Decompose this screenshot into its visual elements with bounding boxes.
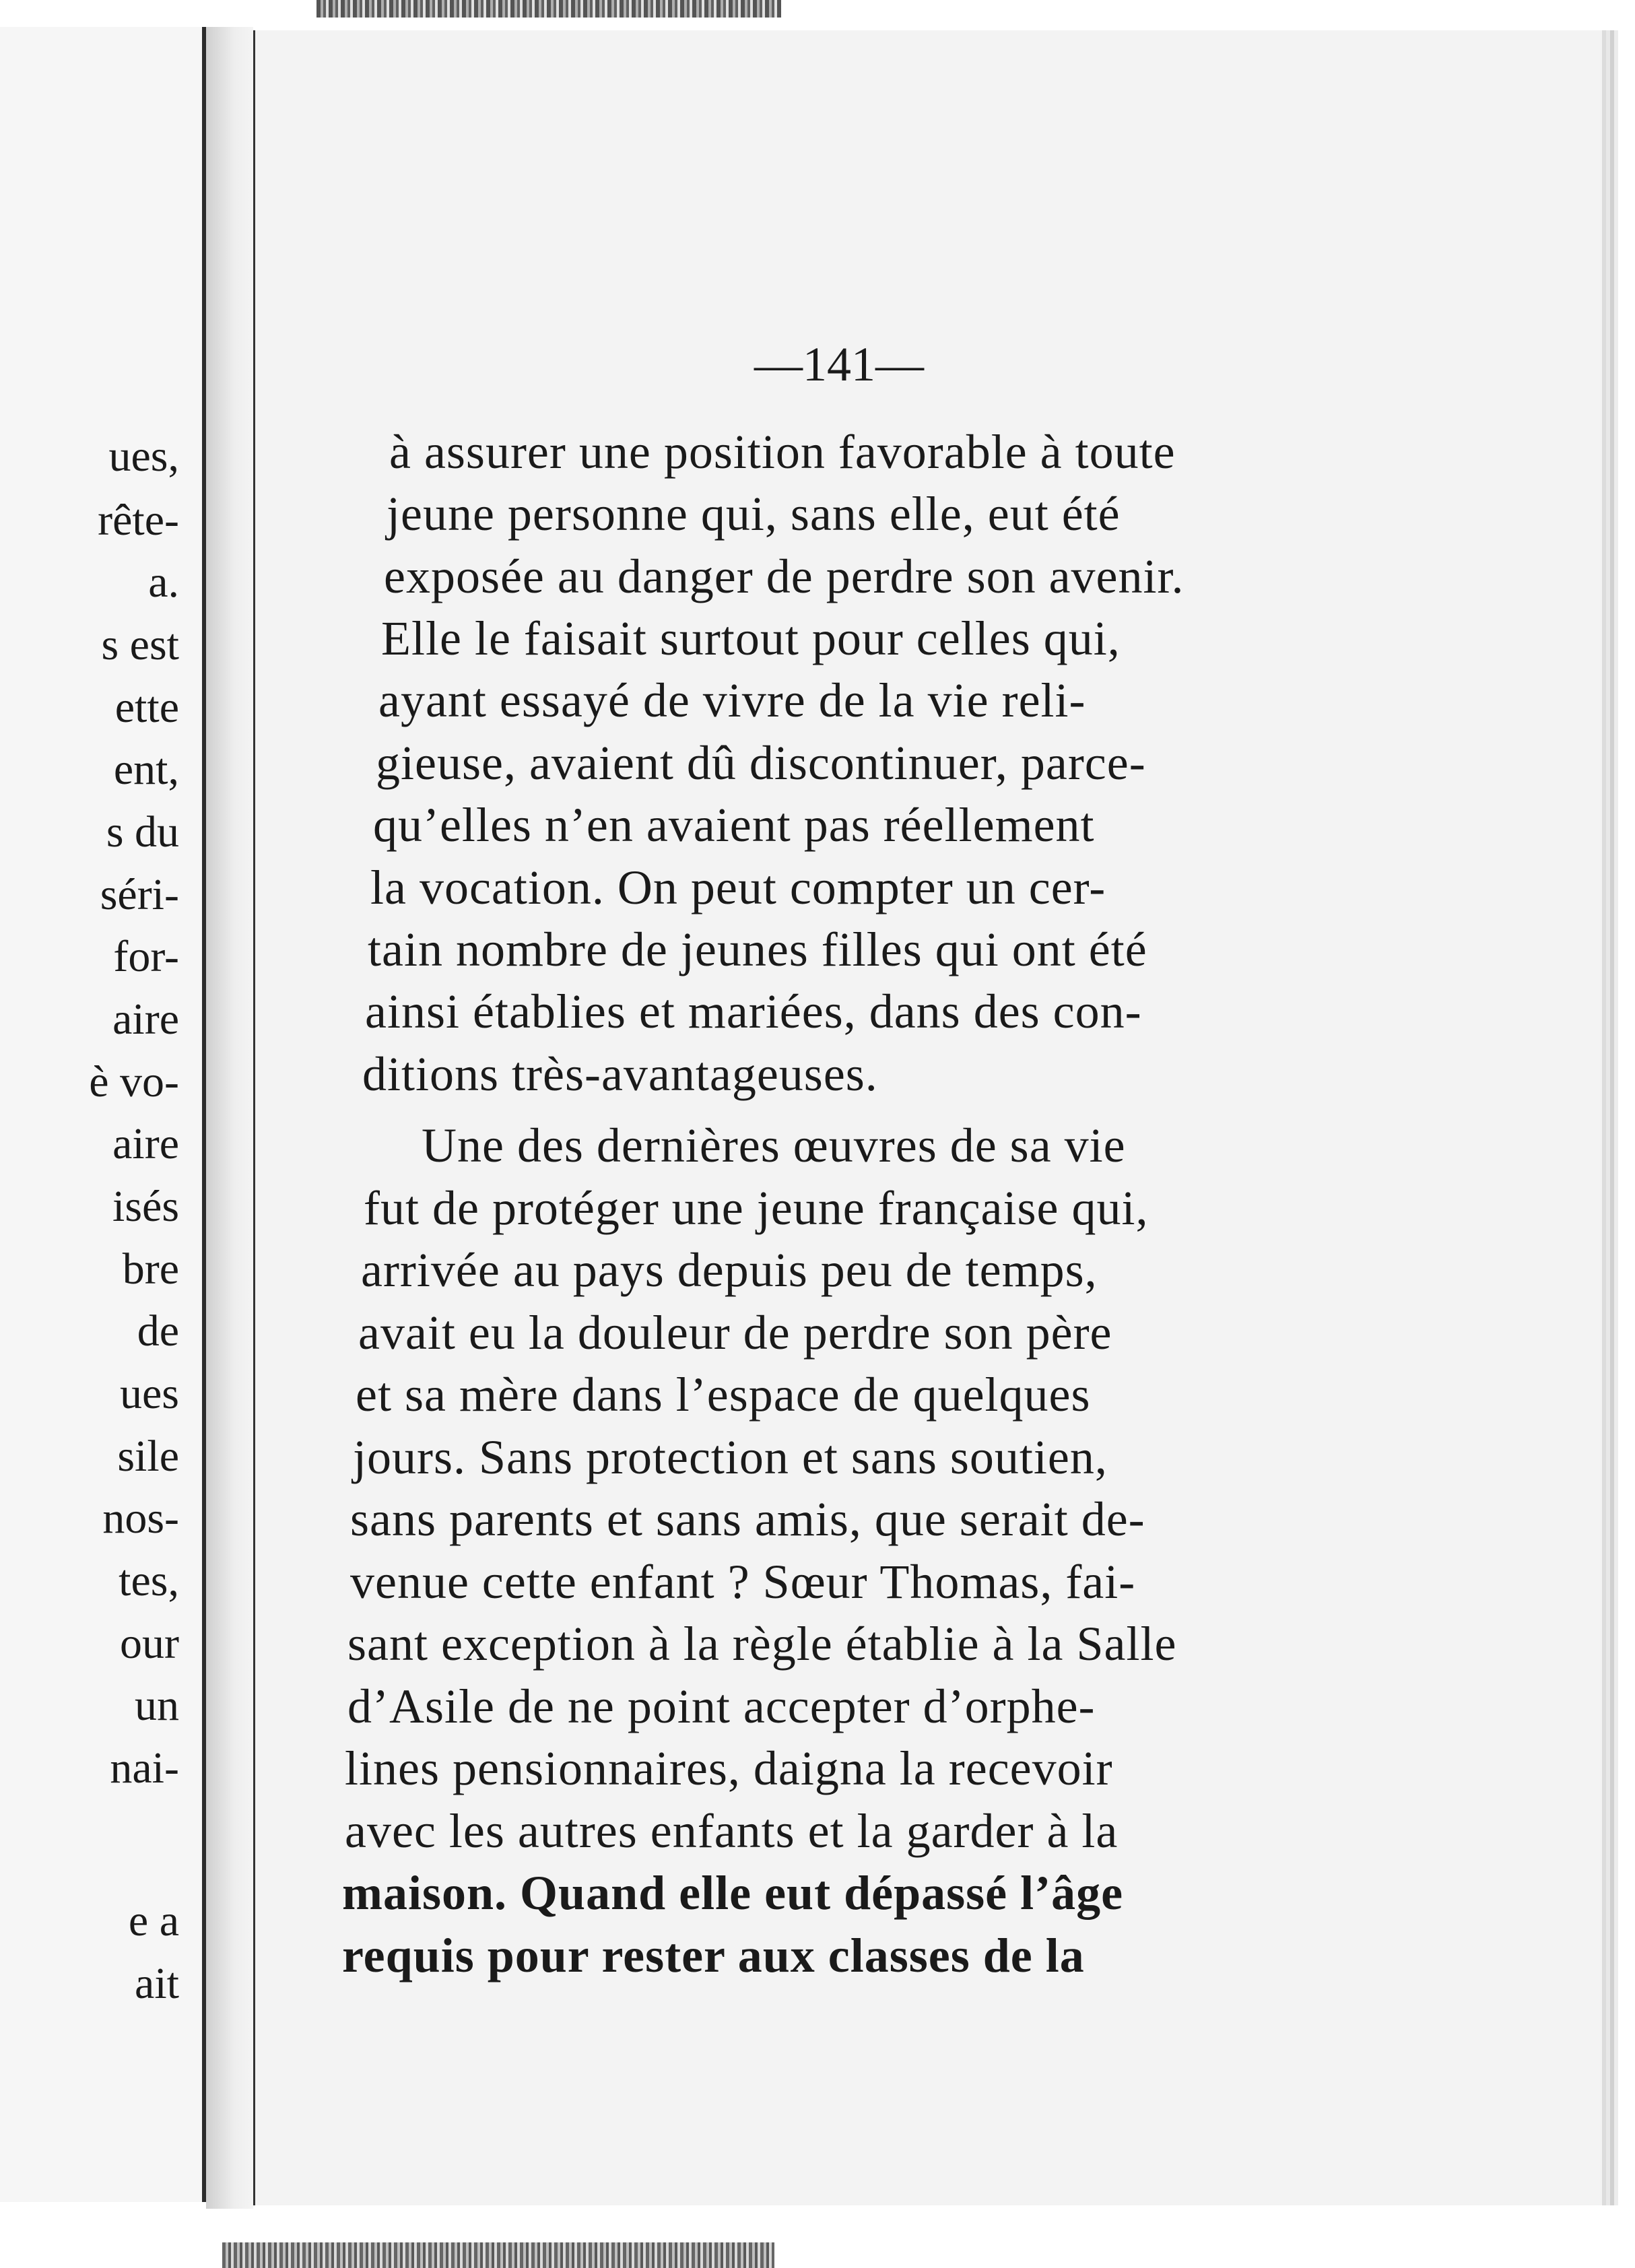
left-page-line: s est <box>101 620 179 669</box>
text-line: tain nombre de jeunes filles qui ont été <box>368 923 1147 976</box>
left-page-line: nos- <box>102 1494 179 1543</box>
text-line: ayant essayé de vivre de la vie reli- <box>378 673 1086 727</box>
text-line: Elle le faisait surtout pour celles qui, <box>381 611 1121 665</box>
page-number: —141— <box>754 337 924 391</box>
left-page-line: ait <box>135 1959 179 2008</box>
text-line: fut de protéger une jeune française qui, <box>364 1181 1149 1235</box>
text-line: sans parents et sans amis, que serait de- <box>350 1492 1145 1546</box>
text-line: exposée au danger de perdre son avenir. <box>384 549 1184 603</box>
left-page-line: aire <box>112 1119 179 1168</box>
text-line: gieuse, avaient dû discontinuer, parce- <box>376 736 1146 790</box>
left-page-line: ues, <box>108 432 179 481</box>
left-page-line: ette <box>114 683 179 732</box>
text-line: lines pensionnaires, daigna la recevoir <box>345 1741 1113 1795</box>
left-page-line: de <box>137 1306 179 1356</box>
left-page-line: for- <box>113 932 179 981</box>
left-page-line: sile <box>117 1432 179 1481</box>
text-line: jeune personne qui, sans elle, eut été <box>387 487 1121 541</box>
text-line: ainsi établies et mariées, dans des con- <box>365 985 1142 1038</box>
left-page-line: our <box>120 1619 179 1668</box>
text-line: d’Asile de ne point accepter d’orphe- <box>347 1679 1096 1733</box>
left-page-line: è vo- <box>89 1057 179 1106</box>
text-line: arrivée au pays depuis peu de temps, <box>361 1243 1098 1297</box>
left-page-line: e a <box>128 1896 179 1945</box>
left-page-line: isés <box>112 1182 179 1231</box>
text-line: ditions très-avantageuses. <box>362 1047 878 1101</box>
text-line: à assurer une position favorable à toute <box>389 425 1176 479</box>
book-gutter <box>206 27 253 2209</box>
left-page-line: séri- <box>100 870 179 919</box>
text-line: sant exception à la règle établie à la Salle <box>347 1617 1177 1671</box>
text-line: venue cette enfant ? Sœur Thomas, fai- <box>350 1555 1136 1609</box>
text-line: maison. Quand elle eut dépassé l’âge <box>342 1866 1124 1920</box>
left-page-line: tes, <box>119 1556 179 1605</box>
left-page-line: s du <box>106 807 179 857</box>
text-line: Une des dernières œuvres de sa vie <box>422 1119 1126 1172</box>
left-page-line: rête- <box>98 496 179 545</box>
text-line: avait eu la douleur de perdre son père <box>358 1306 1112 1360</box>
left-page-line: aire <box>112 995 179 1044</box>
left-page-line: bre <box>122 1244 179 1294</box>
text-line: et sa mère dans l’espace de quelques <box>356 1368 1091 1422</box>
text-line: requis pour rester aux classes de la <box>342 1929 1085 1982</box>
text-line: la vocation. On peut compter un cer- <box>370 861 1106 914</box>
left-page-line: ent, <box>113 745 179 794</box>
text-line: jours. Sans protection et sans soutien, <box>353 1430 1108 1484</box>
text-line: qu’elles n’en avaient pas réellement <box>373 798 1095 852</box>
text-line: avec les autres enfants et la garder à la <box>345 1804 1119 1858</box>
left-page-line: un <box>135 1681 179 1730</box>
left-page-line: a. <box>148 558 179 607</box>
left-page-line: ues <box>120 1369 179 1418</box>
scan-edge-top <box>316 0 781 18</box>
scan-edge-bottom <box>222 2242 774 2268</box>
left-page-fragment <box>0 27 206 2202</box>
left-page-line: nai- <box>110 1743 179 1793</box>
